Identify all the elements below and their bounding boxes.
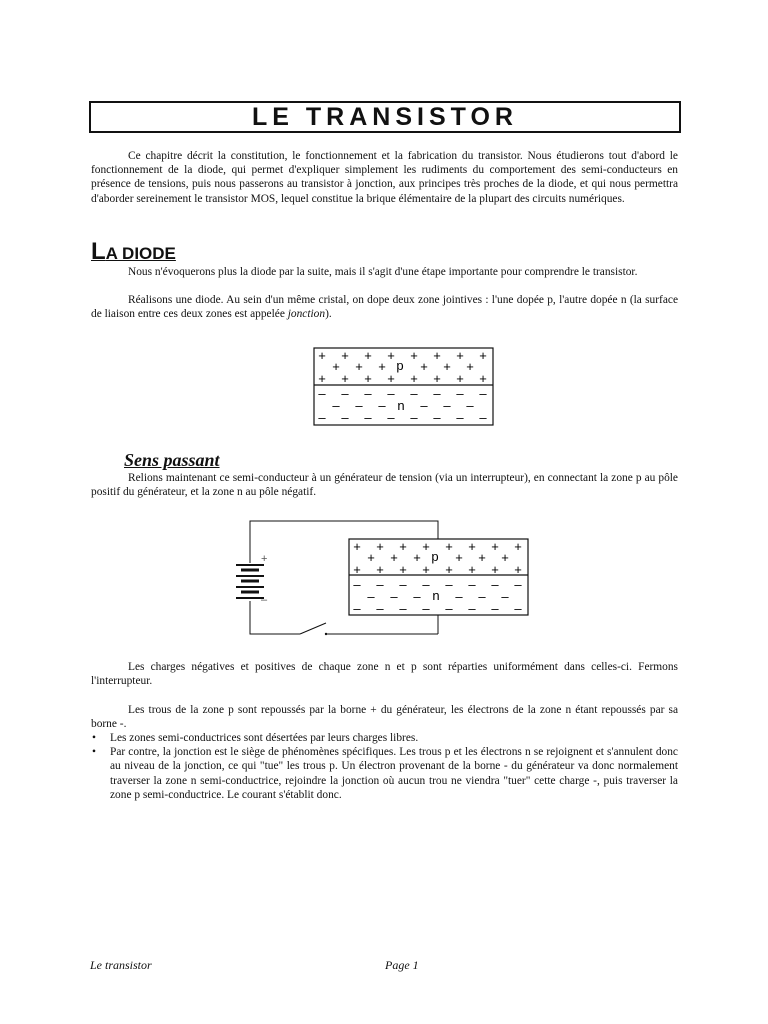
footer-left: Le transistor bbox=[90, 958, 152, 972]
passant-paragraph-1: Relions maintenant ce semi-conducteur à un générateur de tension (via un interrupteur), en connectant la zone p au pôle positif du générateur, et la zone n au pôle négatif. bbox=[91, 472, 678, 499]
bullet-icon: • bbox=[92, 746, 96, 759]
minus-charge: – bbox=[410, 410, 418, 425]
minus-charge: – bbox=[468, 601, 476, 616]
minus-charge: – bbox=[433, 386, 441, 401]
plus-charge: + bbox=[468, 539, 476, 554]
bullet-text: Par contre, la jonction est le siège de phénomènes spécifiques. Les trous p et les électrons n se rejoignent et s'annulent donc au niveau de la jonction, ce qui "tue" les trous p. Un électron provenant de la borne - du générateur va donc normalement traverser la zone n semi-conductrice, rejoindre la jonction où aucun trou ne viendra "tuer" cette charge -, puis traverser la zone p semi-conductrice. Le courant s'établit donc. bbox=[110, 746, 678, 801]
minus-charge: – bbox=[376, 577, 384, 592]
minus-charge: – bbox=[364, 386, 372, 401]
plus-charge: + bbox=[479, 348, 487, 363]
n-zone-label: n bbox=[432, 588, 440, 603]
plus-charge: + bbox=[376, 562, 384, 577]
minus-charge: – bbox=[479, 386, 487, 401]
minus-charge: – bbox=[387, 410, 395, 425]
plus-charge: + bbox=[410, 371, 418, 386]
bullet-list bbox=[91, 731, 678, 802]
minus-charge: – bbox=[466, 398, 474, 413]
plus-charge: + bbox=[445, 562, 453, 577]
minus-charge: – bbox=[367, 589, 375, 604]
plus-charge: + bbox=[353, 562, 361, 577]
section-heading-sens-passant: Sens passant bbox=[124, 450, 220, 470]
plus-charge: + bbox=[422, 562, 430, 577]
minus-charge: – bbox=[491, 601, 499, 616]
minus-charge: – bbox=[468, 577, 476, 592]
minus-charge: – bbox=[341, 410, 349, 425]
plus-charge: + bbox=[387, 371, 395, 386]
minus-charge: – bbox=[455, 589, 463, 604]
plus-charge: + bbox=[399, 539, 407, 554]
intro-paragraph: Ce chapitre décrit la constitution, le fonctionnement et la fabrication du transistor. Nous étudierons tout d'abord le fonctionnement de la diode, qui permet d'expliquer simplement les rudiments du comportement des semi-conducteurs en présence de tensions, puis nous passerons au transistor à jonction, aux principes très proches de la diode, et qui nous permettra d'aborder sereinement le transistor MOS, lequel constitue la brique élémentaire de la plupart des circuits numériques. bbox=[91, 150, 678, 205]
plus-charge: + bbox=[501, 550, 509, 565]
minus-charge: – bbox=[355, 398, 363, 413]
minus-charge: – bbox=[364, 410, 372, 425]
plus-charge: + bbox=[332, 359, 340, 374]
minus-charge: – bbox=[399, 601, 407, 616]
minus-charge: – bbox=[341, 386, 349, 401]
plus-charge: + bbox=[491, 539, 499, 554]
minus-charge: – bbox=[456, 386, 464, 401]
battery-plus-label: + bbox=[261, 553, 268, 565]
diode-paragraph-1: Nous n'évoquerons plus la diode par la suite, mais il s'agit d'une étape importante pour comprendre le transistor. bbox=[128, 266, 638, 278]
plus-charge: + bbox=[364, 371, 372, 386]
minus-charge: – bbox=[410, 386, 418, 401]
plus-charge: + bbox=[355, 359, 363, 374]
minus-charge: – bbox=[318, 386, 326, 401]
plus-charge: + bbox=[455, 550, 463, 565]
plus-charge: + bbox=[433, 348, 441, 363]
minus-charge: – bbox=[318, 410, 326, 425]
plus-charge: + bbox=[318, 348, 326, 363]
plus-charge: + bbox=[478, 550, 486, 565]
pn-junction-diagram bbox=[313, 347, 495, 427]
circuit-diagram bbox=[228, 515, 532, 637]
minus-charge: – bbox=[514, 601, 522, 616]
plus-charge: + bbox=[443, 359, 451, 374]
plus-charge: + bbox=[479, 371, 487, 386]
title-box bbox=[89, 101, 681, 133]
minus-charge: – bbox=[422, 577, 430, 592]
plus-charge: + bbox=[410, 348, 418, 363]
p-zone-label: p bbox=[396, 358, 404, 373]
p-zone-label: p bbox=[431, 549, 439, 564]
plus-charge: + bbox=[341, 371, 349, 386]
plus-charge: + bbox=[456, 371, 464, 386]
minus-charge: – bbox=[433, 410, 441, 425]
minus-charge: – bbox=[445, 577, 453, 592]
plus-charge: + bbox=[364, 348, 372, 363]
minus-charge: – bbox=[378, 398, 386, 413]
battery-minus-label: – bbox=[261, 594, 268, 606]
plus-charge: + bbox=[466, 359, 474, 374]
plus-charge: + bbox=[378, 359, 386, 374]
plus-charge: + bbox=[456, 348, 464, 363]
minus-charge: – bbox=[456, 410, 464, 425]
minus-charge: – bbox=[390, 589, 398, 604]
minus-charge: – bbox=[399, 577, 407, 592]
plus-charge: + bbox=[399, 562, 407, 577]
plus-charge: + bbox=[387, 348, 395, 363]
heading-rest: A DIODE bbox=[105, 244, 176, 263]
minus-charge: – bbox=[501, 589, 509, 604]
plus-charge: + bbox=[491, 562, 499, 577]
bullet-icon: • bbox=[92, 732, 96, 744]
minus-charge: – bbox=[353, 577, 361, 592]
battery-icon bbox=[236, 565, 264, 598]
plus-charge: + bbox=[353, 539, 361, 554]
bullet-text: Les zones semi-conductrices sont désertées par leurs charges libres. bbox=[110, 732, 419, 744]
list-item bbox=[91, 731, 678, 745]
plus-charge: + bbox=[514, 539, 522, 554]
n-zone-label: n bbox=[397, 398, 405, 413]
switch-lever bbox=[300, 623, 326, 634]
minus-charge: – bbox=[514, 577, 522, 592]
minus-charge: – bbox=[332, 398, 340, 413]
minus-charge: – bbox=[422, 601, 430, 616]
plus-charge: + bbox=[433, 371, 441, 386]
diode-p2-text: Réalisons une diode. Au sein d'un même cristal, on dope deux zone jointives : l'une dopée p, l'autre dopée n (la surface de liaison entre ces deux zones est appelée bbox=[91, 294, 678, 321]
plus-charge: + bbox=[514, 562, 522, 577]
passant-paragraph-2: Les charges négatives et positives de chaque zone n et p sont réparties uniformément dans celles-ci. Fermons l'interrupteur. bbox=[91, 661, 678, 688]
plus-charge: + bbox=[413, 550, 421, 565]
heading-cap: L bbox=[91, 238, 106, 265]
footer-page-number: Page 1 bbox=[385, 958, 419, 972]
minus-charge: – bbox=[445, 601, 453, 616]
minus-charge: – bbox=[478, 589, 486, 604]
list-item bbox=[91, 745, 678, 802]
minus-charge: – bbox=[479, 410, 487, 425]
plus-charge: + bbox=[420, 359, 428, 374]
minus-charge: – bbox=[420, 398, 428, 413]
plus-charge: + bbox=[318, 371, 326, 386]
plus-charge: + bbox=[422, 539, 430, 554]
jonction-term: jonction bbox=[287, 308, 326, 321]
minus-charge: – bbox=[443, 398, 451, 413]
diode-p2-end: ). bbox=[325, 308, 332, 321]
passant-paragraph-3: Les trous de la zone p sont repoussés par la borne + du générateur, les électrons de la zone n étant repoussés par sa borne -. bbox=[91, 704, 678, 731]
minus-charge: – bbox=[353, 601, 361, 616]
plus-charge: + bbox=[445, 539, 453, 554]
plus-charge: + bbox=[390, 550, 398, 565]
minus-charge: – bbox=[387, 386, 395, 401]
plus-charge: + bbox=[376, 539, 384, 554]
section-heading-diode bbox=[91, 238, 176, 266]
minus-charge: – bbox=[491, 577, 499, 592]
plus-charge: + bbox=[341, 348, 349, 363]
plus-charge: + bbox=[468, 562, 476, 577]
minus-charge: – bbox=[376, 601, 384, 616]
minus-charge: – bbox=[413, 589, 421, 604]
page-title: LE TRANSISTOR bbox=[252, 102, 518, 131]
diode-paragraph-2 bbox=[91, 293, 678, 321]
plus-charge: + bbox=[367, 550, 375, 565]
